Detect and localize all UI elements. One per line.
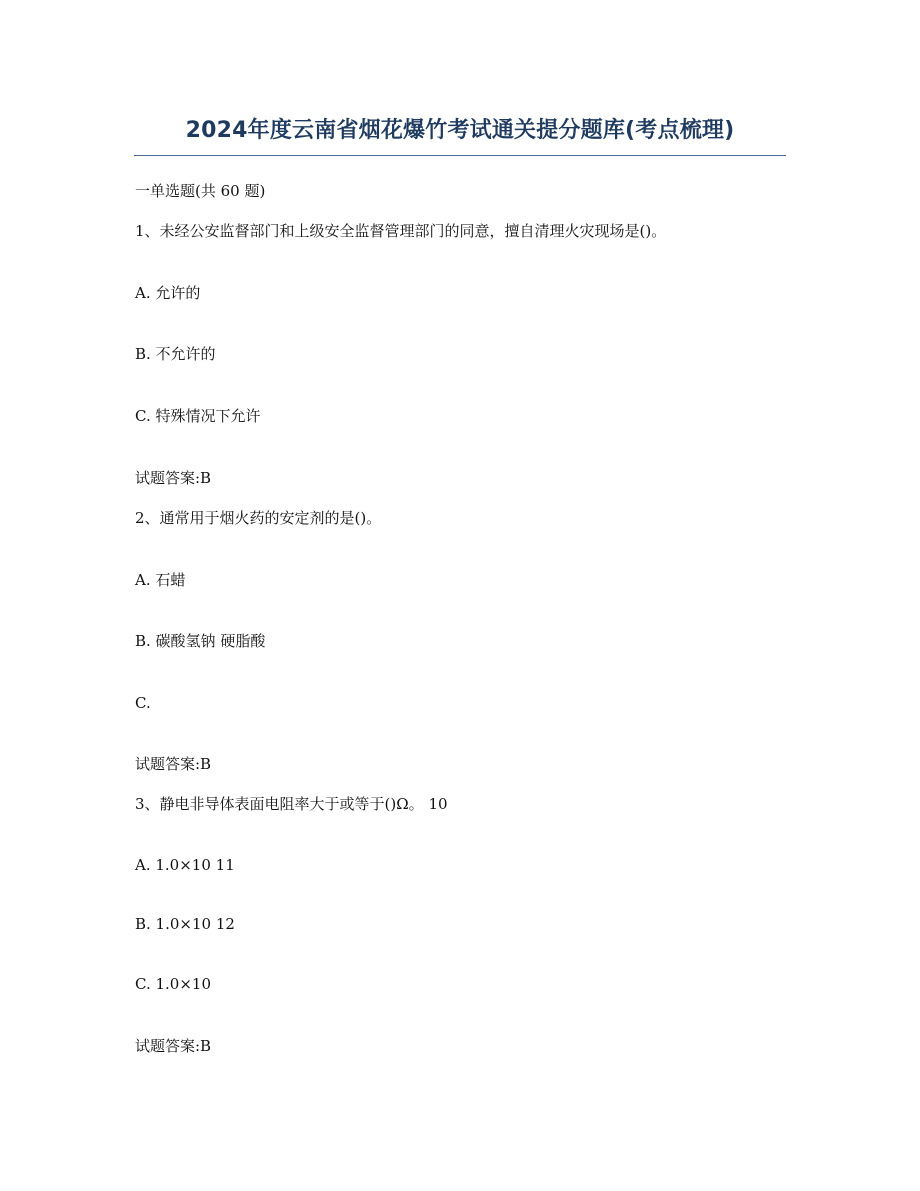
option-b: B. 碳酸氢钠 硬脂酸 xyxy=(135,632,266,650)
answer-line: 试题答案:B xyxy=(135,1037,212,1055)
option-a: A. 石蜡 xyxy=(135,571,186,589)
answer-line: 试题答案:B xyxy=(135,469,212,487)
option-b: B. 不允许的 xyxy=(135,345,216,363)
option-c: C. 1.0×10 xyxy=(135,975,211,993)
question-stem: 2、通常用于烟火药的安定剂的是()。 xyxy=(135,509,382,527)
document-title: 2024年度云南省烟花爆竹考试通关提分题库(考点梳理) xyxy=(185,118,735,143)
title-underline xyxy=(134,155,786,156)
option-c: C. 特殊情况下允许 xyxy=(135,407,261,425)
question-stem: 3、静电非导体表面电阻率大于或等于()Ω。 10 xyxy=(135,795,448,813)
option-c: C. xyxy=(135,694,151,712)
section-heading: 一单选题(共 60 题) xyxy=(135,182,266,200)
option-b: B. 1.0×10 12 xyxy=(135,915,235,933)
answer-line: 试题答案:B xyxy=(135,755,212,773)
option-a: A. 1.0×10 11 xyxy=(135,856,235,874)
option-a: A. 允许的 xyxy=(135,284,201,302)
question-stem: 1、未经公安监督部门和上级安全监督管理部门的同意，擅自清理火灾现场是()。 xyxy=(135,222,667,240)
